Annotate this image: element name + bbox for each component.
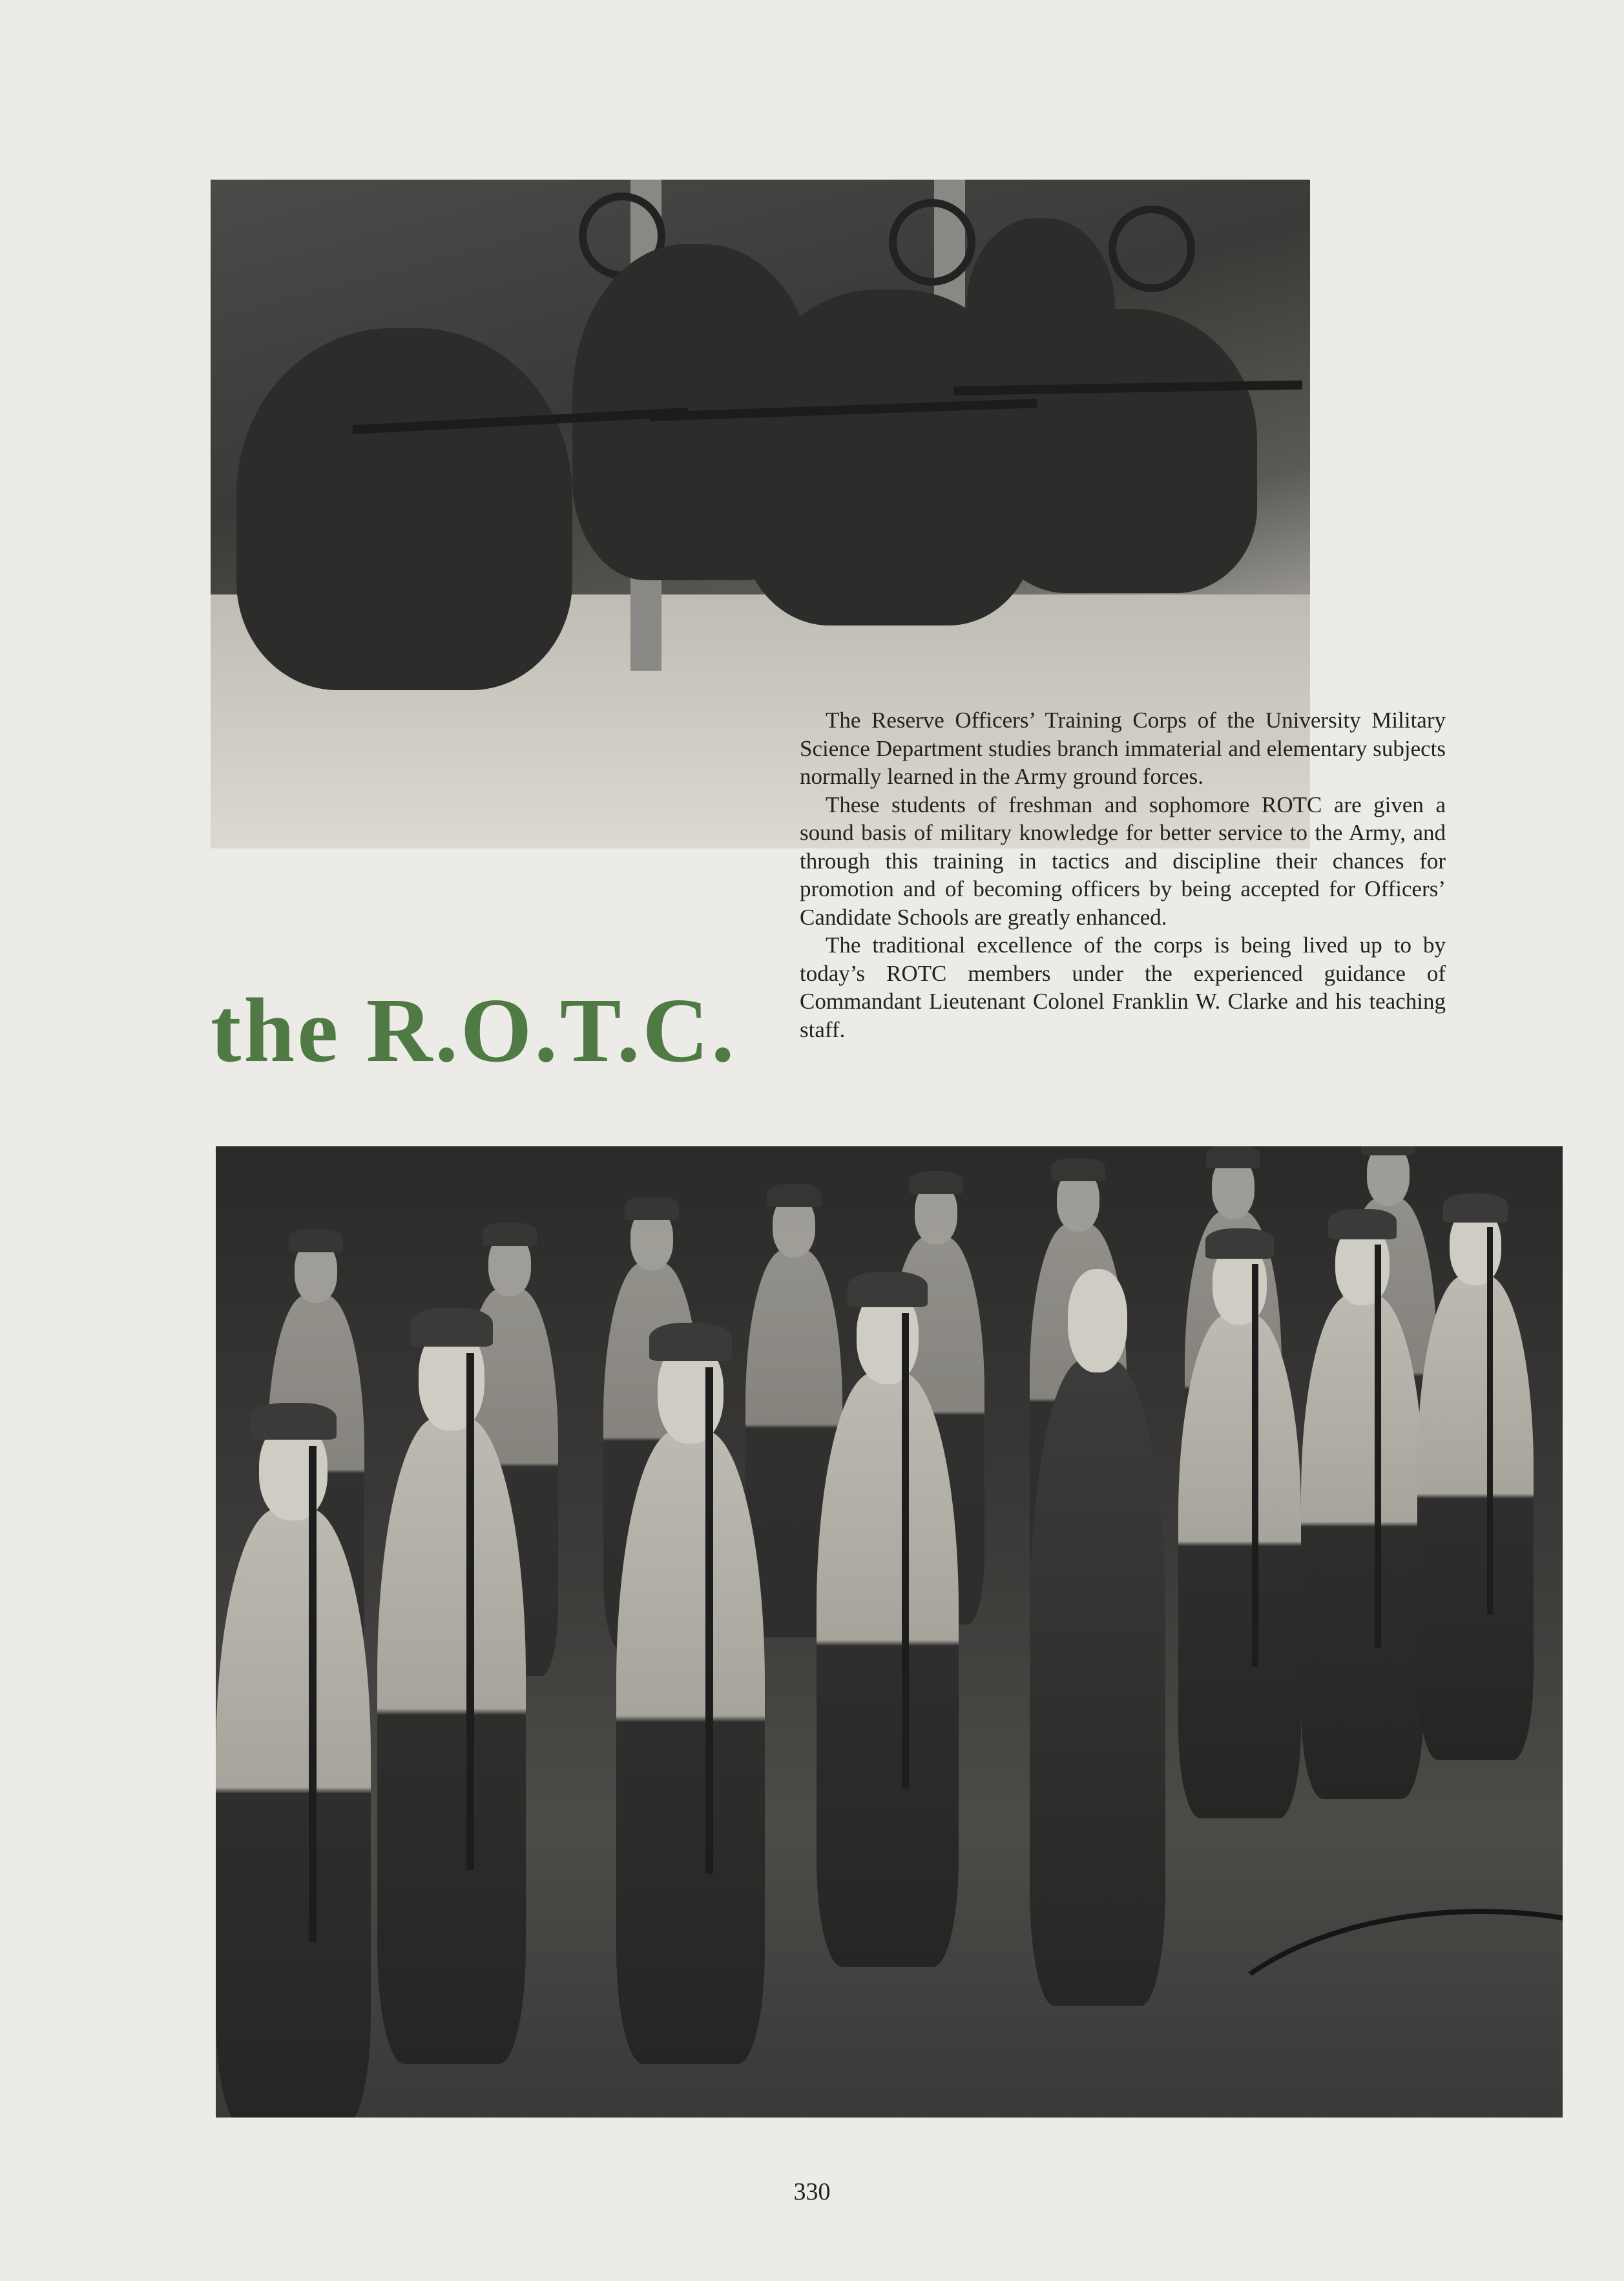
- photo-cadet: [216, 1508, 371, 2118]
- paragraph: The Reserve Officers’ Training Corps of the University Military Science Department studies branch immaterial and elementary subjects normally learned in the Army ground forces.: [800, 708, 1446, 789]
- photo-cadet: [616, 1431, 765, 2064]
- article-body: [800, 706, 1446, 1044]
- photo-wheel: [889, 199, 975, 286]
- photo-cadet: [377, 1418, 526, 2064]
- photo-cadet: [1417, 1276, 1534, 1760]
- photo-cadet: [1178, 1314, 1301, 1818]
- photo-cadet-formation: [216, 1146, 1563, 2118]
- page-title: the R.O.T.C.: [211, 979, 737, 1082]
- photo-cadet: [986, 309, 1257, 593]
- photo-cadet: [817, 1372, 959, 1967]
- photo-instructor: [1030, 1360, 1165, 2006]
- photo-cadet: [1301, 1295, 1424, 1799]
- photo-cadet: [236, 328, 572, 690]
- photo-court-line: [1185, 1909, 1563, 2118]
- page-number: 330: [793, 2178, 831, 2205]
- photo-wheel: [1109, 205, 1195, 292]
- paragraph: The traditional excellence of the corps is being lived up to by today’s ROTC members under the experienced guidance of Commandant Lieutenant Colonel Franklin W. Clarke and his teaching staff.: [800, 932, 1446, 1042]
- paragraph: These students of freshman and sophomore ROTC are given a sound basis of military knowledge for better service to the Army, and through this training in tactics and discipline their chances for promotion and of becoming officers by being accepted for Officers’ Candidate Schools are greatly enhanced.: [800, 792, 1446, 930]
